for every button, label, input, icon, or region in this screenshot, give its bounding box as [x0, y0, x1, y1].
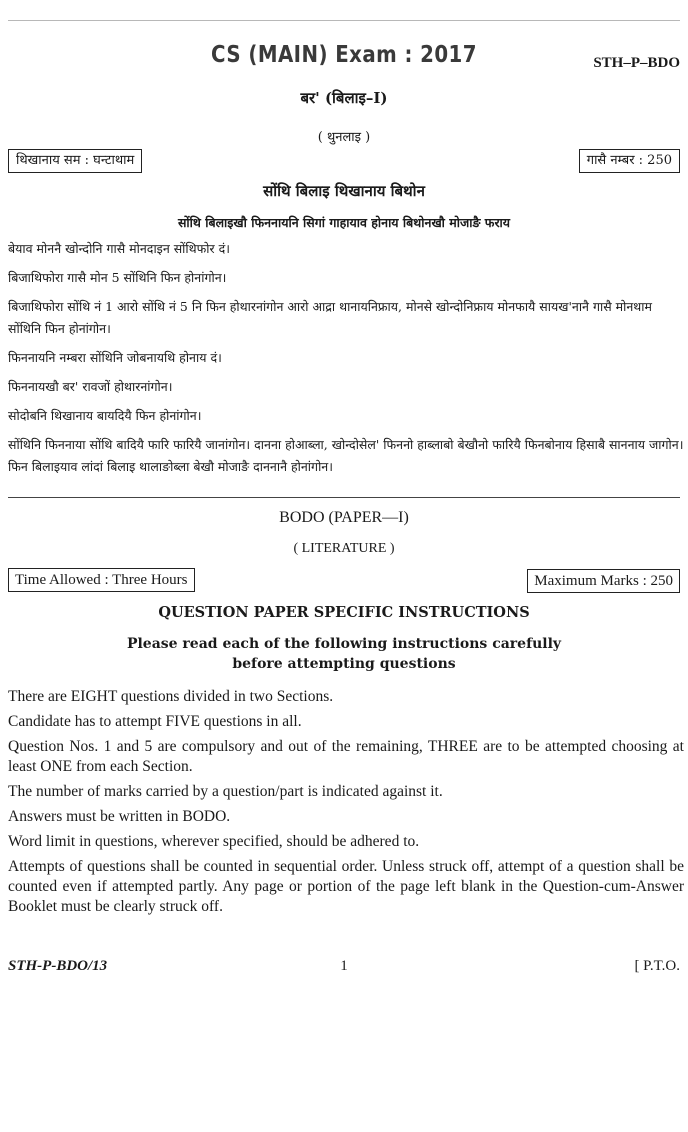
english-instruction: Attempts of questions shall be counted in sequential order. Unless struck off, attempt of a question shall be counted even if attempted partly. Any page or portion of the page left blank in the Question-cum-Answer Booklet must be clearly struck off. — [8, 858, 684, 915]
bodo-paper-title: बर' (बिलाइ–I) — [300, 89, 388, 107]
bodo-instructions — [8, 238, 684, 485]
bodo-instruction: बिजाथिफोरा गासै मोन 5 सोंथिनि फिन होनांगोन। — [8, 270, 227, 285]
english-max-marks: Maximum Marks : 250 — [527, 569, 680, 593]
bodo-instruction: बिजाथिफोरा सोंथि नं 1 आरो सोंथि नं 5 नि फिन होथारनांगोन आरो आद्रा थानायनिफ्राय, मोनसे खोन्दोनिफ्राय मोनफायै सायख'नानै गासै मोनथाम सोंथिनि फिन होनांगोन। — [8, 299, 653, 336]
bodo-instruction: बेयाव मोननै खोन्दोनि गासै मोनदाइन सोंथिफोर दं। — [8, 241, 230, 256]
section-divider — [8, 497, 680, 498]
footer-page-number: 1 — [340, 958, 348, 974]
english-instruction: Answers must be written in BODO. — [8, 808, 231, 825]
english-instruction: Question Nos. 1 and 5 are compulsory and out of the remaining, THREE are to be attempted choosing at least ONE from each Section. — [8, 738, 684, 775]
english-instruction: There are EIGHT questions divided in two Sections. — [8, 688, 334, 705]
english-heading: QUESTION PAPER SPECIFIC INSTRUCTIONS — [158, 604, 530, 621]
english-subheading-line1: Please read each of the following instructions carefully — [126, 636, 562, 652]
english-time-allowed: Time Allowed : Three Hours — [8, 568, 195, 592]
bodo-time-allowed: थिखानाय सम : घन्टाथाम — [8, 149, 142, 173]
english-subject: ( LITERATURE ) — [293, 541, 395, 556]
paper-code: STH–P–BDO — [593, 55, 680, 71]
exam-title: CS (MAIN) Exam : 2017 — [211, 42, 477, 68]
footer-code: STH-P-BDO/13 — [8, 958, 108, 974]
bodo-max-marks: गासै नम्बर : 250 — [579, 149, 680, 173]
bodo-instruction: फिननायखौ बर' रावजों होथारनांगोन। — [8, 379, 173, 394]
bodo-instruction: सोंथिनि फिननाया सोंथि बादियै फारि फारियै जानांगोन। दानना होआब्ला, खोन्दोसेल' फिननो हाब्लाबो बेखौनो फारियै फिनबोनाय हिसाबै साननाय जागोन। फिन बिलाइयाव लांदां बिलाइ थालाङोब्ला बेखौ मोजाङै दाननानै होनांगोन। — [8, 437, 684, 474]
english-subheading-line2: before attempting questions — [232, 656, 456, 672]
bodo-instruction: फिननायनि नम्बरा सोंथिनि जोबनायथि होनाय दं। — [8, 350, 222, 365]
bodo-subheading: सोंथि बिलाइखौ फिननायनि सिगां गाहायाव होनाय बिथोनखौ मोजाङै फराय — [177, 215, 511, 230]
top-rule — [8, 20, 680, 21]
english-instruction: Candidate has to attempt FIVE questions in all. — [8, 713, 302, 730]
english-instructions — [8, 687, 684, 922]
bodo-instruction: सोदोबनि थिखानाय बायदियै फिन होनांगोन। — [8, 408, 202, 423]
bodo-heading: सोंथि बिलाइ थिखानाय बिथोन — [263, 182, 425, 200]
english-instruction: Word limit in questions, wherever specified, should be adhered to. — [8, 833, 420, 850]
bodo-subject: ( थुनलाइ ) — [317, 130, 371, 145]
english-instruction: The number of marks carried by a question/part is indicated against it. — [8, 783, 443, 800]
footer-pto: [ P.T.O. — [634, 958, 680, 974]
english-paper-title: BODO (PAPER—I) — [279, 509, 409, 526]
